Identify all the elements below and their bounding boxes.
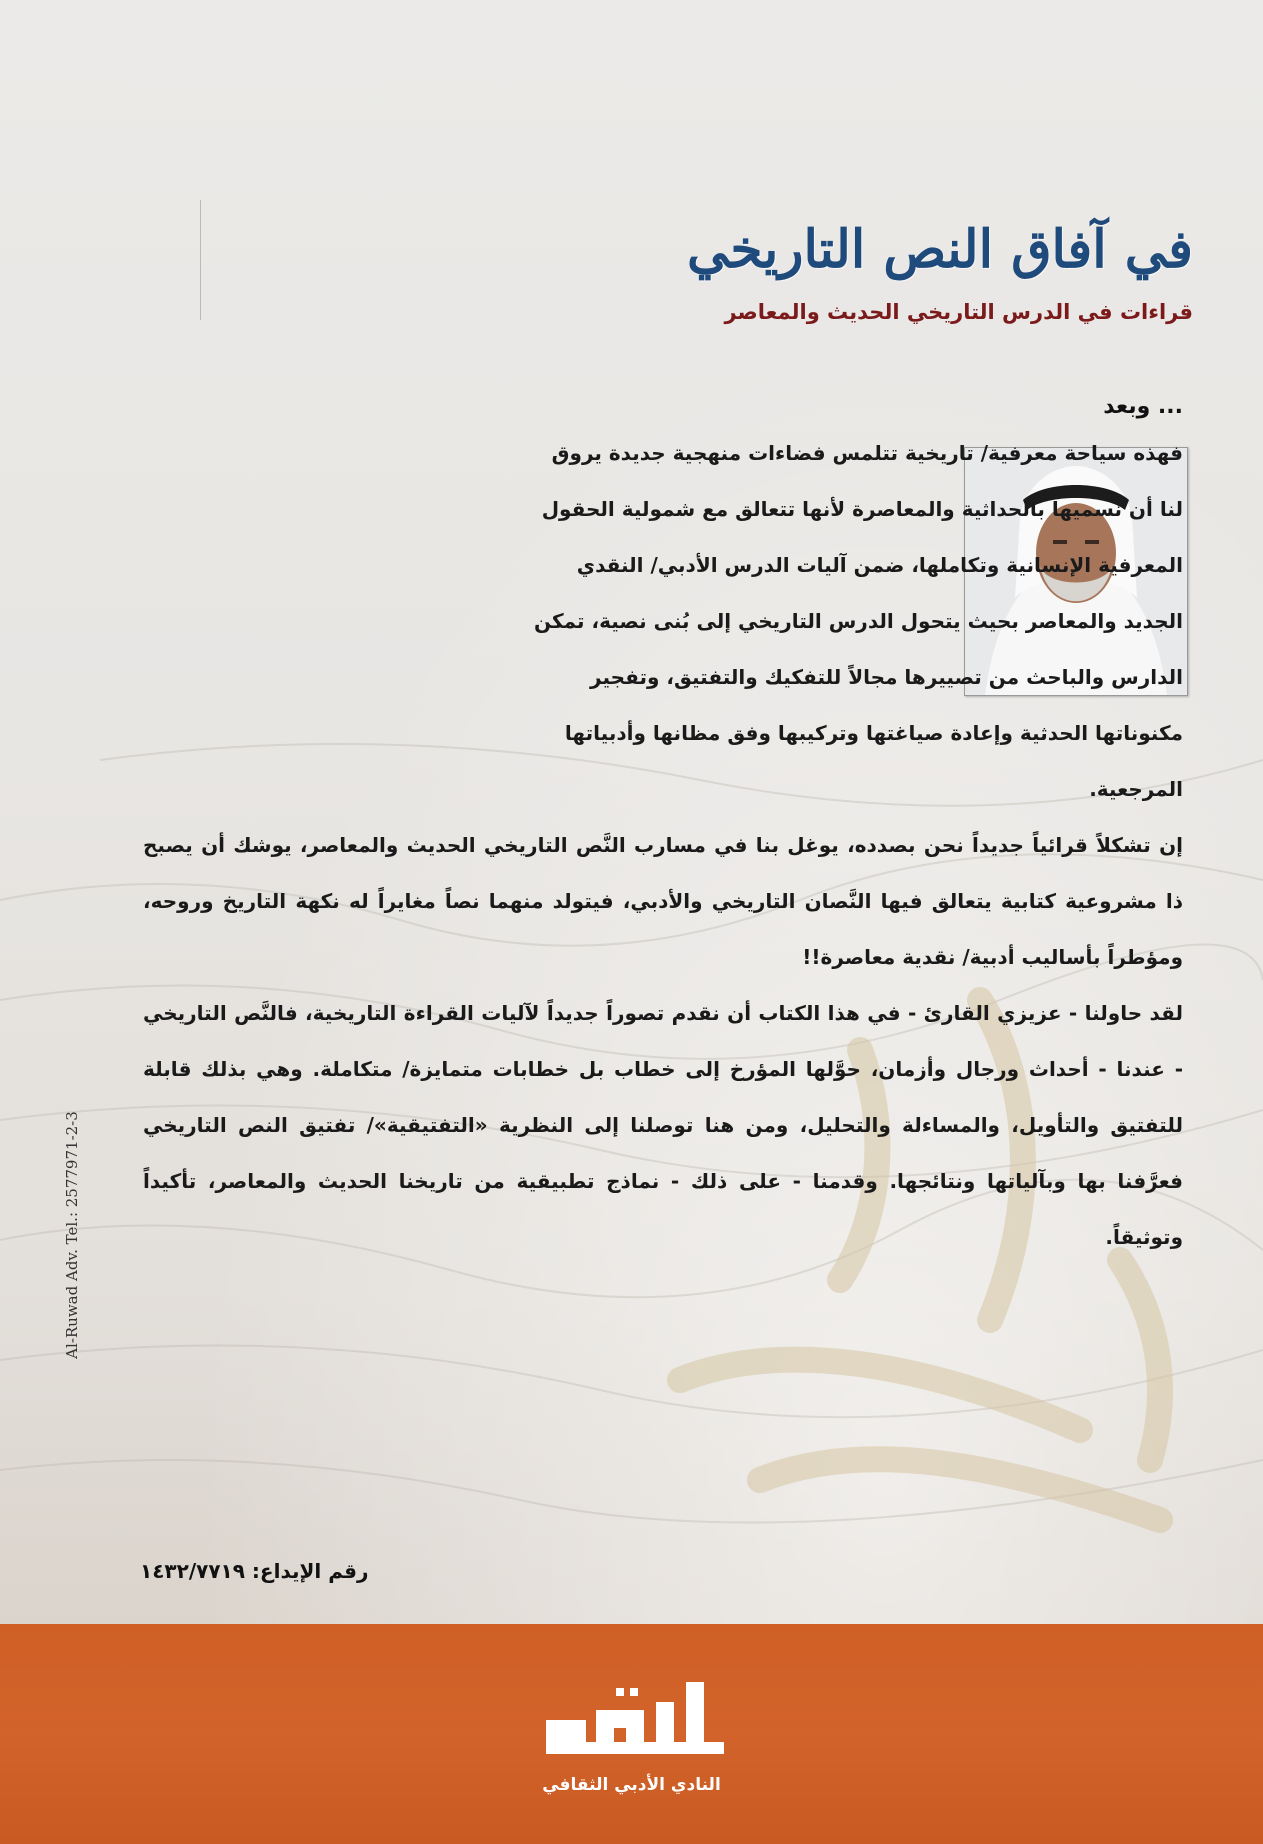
publisher-logo-icon [536,1680,726,1770]
paragraph-1-line: المعرفية الإنسانية وتكاملها، ضمن آليات الدرس الأدبي/ النقدي [576,553,1183,577]
book-subtitle: قراءات في الدرس التاريخي الحديث والمعاصر [724,300,1193,324]
paragraph-3: لقد حاولنا - عزيزي القارئ - في هذا الكتاب أن نقدم تصوراً جديداً لآليات القراءة التاريخية، فالنَّص التاريخي - عندنا - أحداث ورجال وأزمان، حوَّلها المؤرخ إلى خطاب بل خطابات متمايزة/ متكاملة. وهي بذلك قابلة للتفتيق والتأويل، والمساءلة والتحليل، ومن هنا توصلنا إلى النظرية «التفتيقية»/ تفتيق النص التاريخي فعرَّفنا بها وبآلياتها ونتائجها. وقدمنا - على ذلك - نماذج تطبيقية من تاريخنا الحديث والمعاصر، تأكيداً وتوثيقاً. [143,1001,1183,1249]
paragraph-1-line: المرجعية. [1089,777,1183,801]
intro-heading: ... وبعد [1103,394,1183,419]
title-block [493,215,1193,327]
paragraph-1-line: مكنوناتها الحدثية وإعادة صياغتها وتركيبها وفق مظانها وأدبياتها [564,721,1183,745]
paragraph-1 [143,425,1183,817]
deposit-number: رقم الإيداع: ١٤٣٢/٧٧١٩ [140,1559,369,1583]
paragraph-1-line: فهذه سياحة معرفية/ تاريخية تتلمس فضاءات منهجية جديدة يروق [551,441,1183,465]
paragraph-1-line: لنا أن نسميها بالحداثية والمعاصرة لأنها تتعالق مع شمولية الحقول [541,497,1183,521]
paragraph-1-line: الجديد والمعاصر بحيث يتحول الدرس التاريخي إلى بُنى نصية، تمكن [534,609,1183,633]
body-text [143,425,1183,1265]
publisher-name: النادي الأدبي الثقافي [542,1775,721,1795]
book-title: في آفاق النص التاريخي [686,219,1193,280]
advertiser-credit: Al-Ruwad Adv. Tel.: 2577971-2-3 [63,1111,81,1359]
guide-line [200,200,201,320]
paragraph-1-line: الدارس والباحث من تصييرها مجالاً للتفكيك والتفتيق، وتفجير [590,665,1183,689]
paragraph-2: إن تشكلاً قرائياً جديداً نحن بصدده، يوغل بنا في مسارب النَّص التاريخي الحديث والمعاصر، يوشك أن يصبح ذا مشروعية كتابية يتعالق فيها النَّصان التاريخي والأدبي، فيتولد منهما نصاً مغايراً له نكهة التاريخ وروحه، ومؤطراً بأساليب أدبية/ نقدية معاصرة!! [143,833,1183,969]
